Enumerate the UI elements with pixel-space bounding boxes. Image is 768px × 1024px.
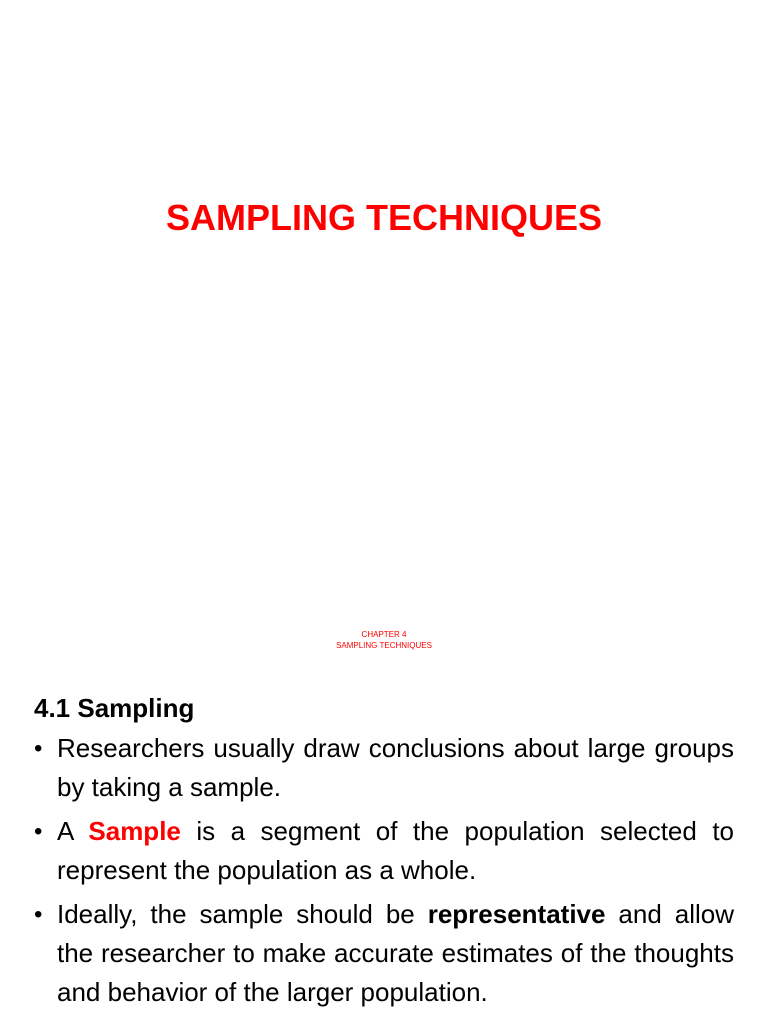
- term-representative: representative: [427, 899, 606, 929]
- bullet-icon: •: [34, 735, 43, 762]
- bullet-item: [34, 729, 734, 807]
- section-heading: 4.1 Sampling: [34, 693, 195, 723]
- bullet-text-after: and allow the researcher to make accurate estimates of the thoughts and behavior of the larger population.: [57, 899, 735, 1007]
- bullet-icon: •: [34, 818, 43, 845]
- footer-chapter: CHAPTER 4: [361, 630, 407, 639]
- term-sample: Sample: [88, 816, 181, 846]
- bullet-list: [34, 729, 734, 1012]
- bullet-text-before: Ideally, the sample should be: [57, 899, 428, 929]
- slide-title: SAMPLING TECHNIQUES: [165, 197, 603, 238]
- bullet-icon: •: [34, 901, 43, 928]
- bullet-text: Researchers usually draw conclusions about large groups by taking a sample.: [57, 733, 734, 802]
- bullet-text-before: A: [57, 816, 89, 846]
- slide-footer: [0, 629, 768, 651]
- bullet-text-after: is a segment of the population selected to represent the population as a whole.: [57, 816, 734, 885]
- bullet-item: [34, 895, 734, 1012]
- footer-subtitle: SAMPLING TECHNIQUES: [336, 641, 432, 650]
- bullet-item: [34, 812, 734, 890]
- slide-content: [34, 687, 734, 1017]
